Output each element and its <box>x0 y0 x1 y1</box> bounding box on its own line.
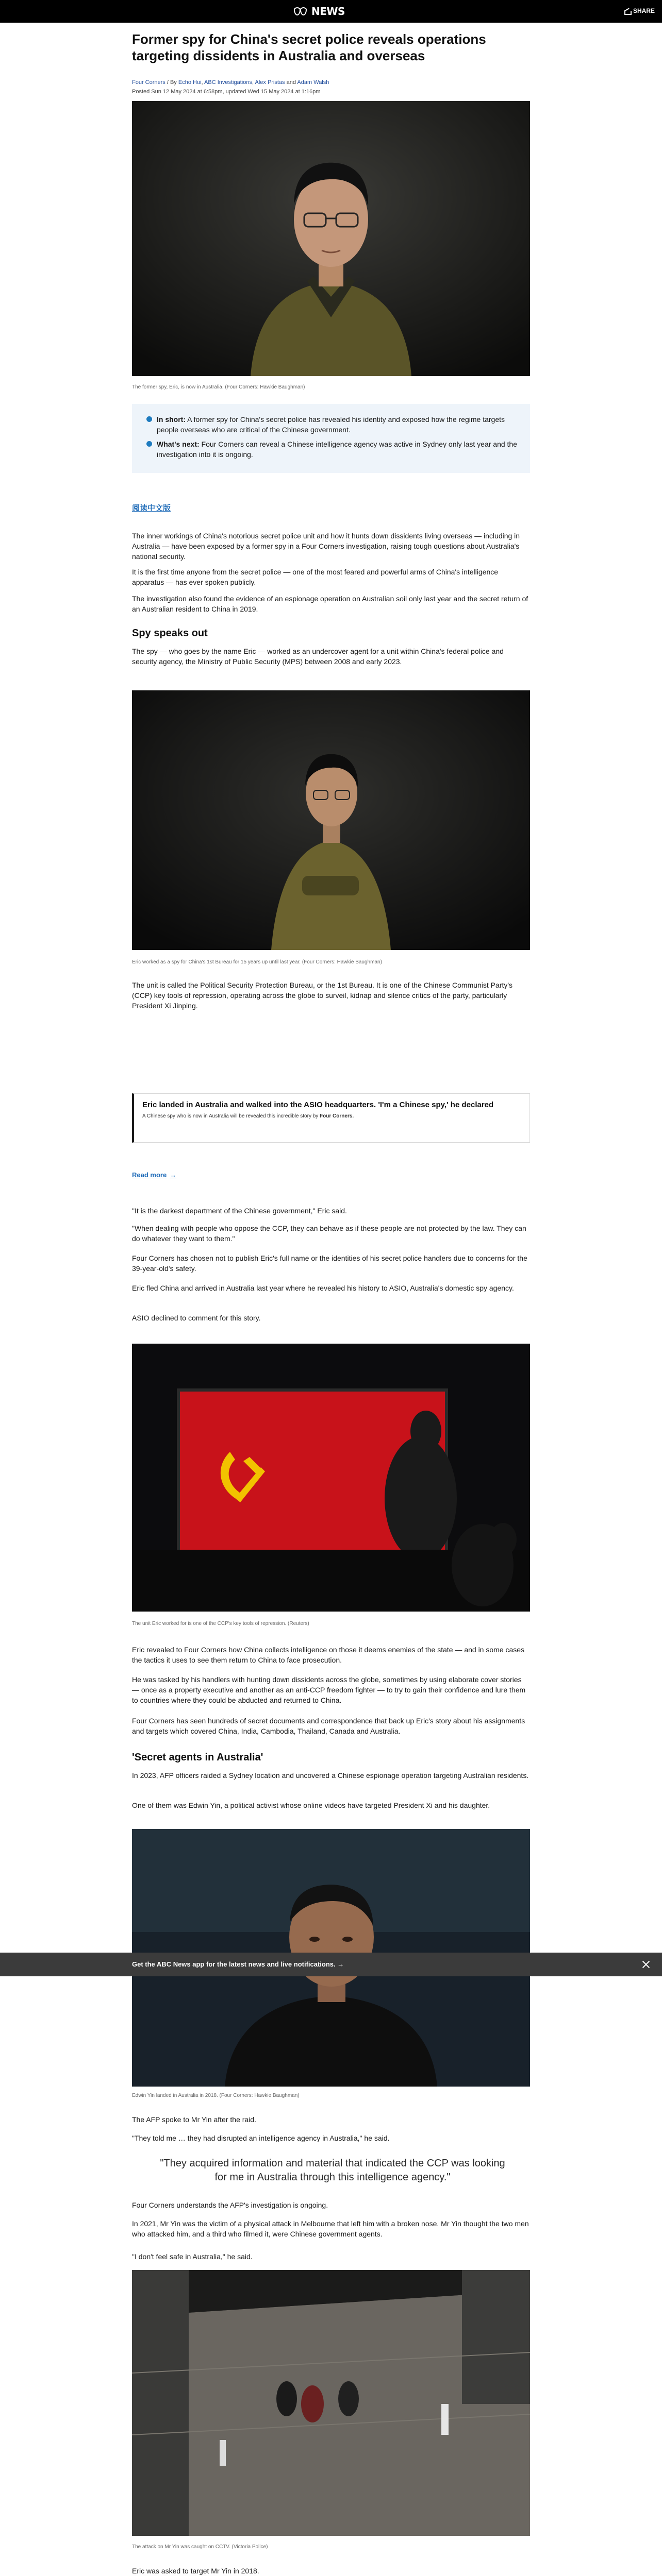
key-point-text: A former spy for China's secret police has revealed his identity and exposed how the regime targets people overseas who are critical of the Chinese government. <box>157 415 505 434</box>
key-point-label: What's next: <box>157 440 200 448</box>
related-story-headline: Eric landed in Australia and walked into the ASIO headquarters. 'I'm a Chinese spy,' he declared <box>142 1100 494 1109</box>
abc-logo-icon <box>294 6 308 17</box>
read-more-link[interactable]: Read more → <box>132 1171 177 1179</box>
share-button[interactable] <box>623 7 655 14</box>
image-caption: Edwin Yin landed in Australia in 2018. (Four Corners: Hawkie Baughman) <box>132 2093 300 2098</box>
hero-photo[interactable] <box>132 101 530 376</box>
flag-silhouette-image <box>132 1344 530 1612</box>
app-notification-banner[interactable] <box>0 1953 662 1976</box>
author-link[interactable]: Adam Walsh <box>297 79 329 86</box>
share-label: SHARE <box>633 7 655 14</box>
ccp-flag-photo[interactable] <box>132 1344 530 1612</box>
related-story-card[interactable] <box>132 1093 530 1143</box>
seated-man-image <box>132 690 530 950</box>
pull-quote: "They acquired information and material that indicated the CCP was looking for me in Australia through this intelligence agency." <box>160 2158 505 2183</box>
body-paragraph: The AFP spoke to Mr Yin after the raid. <box>132 2115 256 2124</box>
image-caption: The attack on Mr Yin was caught on CCTV. (Victoria Police) <box>132 2544 268 2550</box>
body-paragraph: The investigation also found the evidence of an espionage operation on Australian soil only last year and the secret return of an Australian resident to China in 2019. <box>132 595 528 613</box>
body-paragraph: In 2023, AFP officers raided a Sydney location and uncovered a Chinese espionage operation targeting Australian residents. <box>132 1771 529 1780</box>
image-caption: The unit Eric worked for is one of the CCP's key tools of repression. (Reuters) <box>132 1621 309 1626</box>
section-heading: 'Secret agents in Australia' <box>132 1752 263 1763</box>
bullet-dot-icon <box>146 416 152 422</box>
body-paragraph: The unit is called the Political Security Protection Bureau, or the 1st Bureau. It is one of the Chinese Communist Party's (CCP) key tools of repression, operating across the globe to surveil, kidnap and silence critics of the party, particularly President Xi Jinping. <box>132 981 513 1010</box>
body-paragraph: "I don't feel safe in Australia," he said. <box>132 2252 253 2261</box>
byline-separator: / <box>165 79 170 86</box>
bullet-dot-icon <box>146 441 152 447</box>
body-paragraph: The spy — who goes by the name Eric — worked as an undercover agent for a unit within China's federal police and security agency, the Ministry of Public Security (MPS) between 2008 and early 2023. <box>132 647 504 666</box>
related-story-teaser: A Chinese spy who is now in Australia will be revealed this incredible story by Four Corners. <box>142 1113 354 1119</box>
hero-caption: The former spy, Eric, is now in Australia. (Four Corners: Hawkie Baughman) <box>132 384 305 390</box>
author-link[interactable]: ABC Investigations <box>204 79 252 86</box>
body-paragraph: Four Corners understands the AFP's investigation is ongoing. <box>132 2201 328 2209</box>
portrait-image <box>132 101 530 376</box>
image-caption: Eric worked as a spy for China's 1st Bureau for 15 years up until last year. (Four Corners: Hawkie Baughman) <box>132 959 382 965</box>
key-point-label: In short: <box>157 415 186 423</box>
body-paragraph: Eric fled China and arrived in Australia last year where he revealed his history to ASIO, Australia's domestic spy agency. <box>132 1284 514 1292</box>
banner-text: Get the ABC News app for the latest news and live notifications. → <box>132 1960 344 1968</box>
key-point-in-short <box>146 414 518 435</box>
author-link[interactable]: Alex Pristas <box>255 79 285 86</box>
arrow-right-icon: → <box>337 1960 344 1968</box>
byline: Four Corners / By Echo Hui, ABC Investigations, Alex Pristas and Adam Walsh <box>132 79 329 86</box>
body-paragraph: Four Corners has seen hundreds of secret documents and correspondence that back up Eric's story about his assignments and targets which covered China, India, Cambodia, Thailand, Canada and Australia. <box>132 1717 525 1735</box>
key-points-box <box>132 404 530 473</box>
posted-timestamp: Posted Sun 12 May 2024 at 6:58pm, updated Wed 15 May 2024 at 1:16pm <box>132 89 321 95</box>
brand-name: NEWS <box>311 5 345 18</box>
section-heading: Spy speaks out <box>132 628 208 639</box>
article-headline: Former spy for China's secret police reveals operations targeting dissidents in Australia and overseas <box>132 31 486 63</box>
key-point-whats-next <box>146 439 518 460</box>
byline-by: By <box>170 79 178 86</box>
close-icon[interactable] <box>640 1959 652 1970</box>
body-paragraph: "They told me … they had disrupted an intelligence agency in Australia," he said. <box>132 2134 390 2142</box>
top-nav-bar <box>0 0 662 23</box>
body-paragraph: ASIO declined to comment for this story. <box>132 1314 261 1322</box>
body-paragraph: Eric revealed to Four Corners how China collects intelligence on those it deems enemies of the state — and in some cases the tactics it uses to see them return to China to face prosecution. <box>132 1646 525 1664</box>
cctv-attack-photo[interactable] <box>132 2270 530 2536</box>
body-paragraph: The inner workings of China's notorious secret police unit and how it hunts down dissidents living overseas — including in Australia — have been exposed by a former spy in a Four Corners investigation, raising tough questions about Australia's national security. <box>132 532 520 561</box>
body-paragraph: Four Corners has chosen not to publish Eric's full name or the identities of his secret police handlers due to concerns for the 39-year-old's safety. <box>132 1254 527 1273</box>
body-paragraph: He was tasked by his handlers with hunting down dissidents across the globe, sometimes by using elaborate cover stories — once as a property executive and another as an anti-CCP freedom fighter — to try to gain their confidence and lure them to countries where they could be abducted and returned to China. <box>132 1675 526 1704</box>
read-chinese-version-link[interactable]: 阅读中文版 <box>132 504 171 513</box>
body-paragraph: Eric was asked to target Mr Yin in 2018. <box>132 2567 259 2575</box>
cctv-still-image <box>132 2270 530 2536</box>
eric-seated-photo[interactable] <box>132 690 530 950</box>
author-link[interactable]: Echo Hui <box>178 79 202 86</box>
key-point-text: Four Corners can reveal a Chinese intelligence agency was active in Sydney only last year and the investigation into it is ongoing. <box>157 440 518 459</box>
body-paragraph: One of them was Edwin Yin, a political activist whose online videos have targeted President Xi and his daughter. <box>132 1801 490 1809</box>
body-paragraph: In 2021, Mr Yin was the victim of a physical attack in Melbourne that left him with a broken nose. Mr Yin thought the two men who attacked him, and a third who filmed it, were Chinese government agents. <box>132 2219 529 2238</box>
body-paragraph: "It is the darkest department of the Chinese government," Eric said. <box>132 1207 347 1215</box>
body-paragraph: It is the first time anyone from the secret police — one of the most feared and powerful arms of China's intelligence apparatus — has ever spoken publicly. <box>132 568 499 586</box>
byline-program-link[interactable]: Four Corners <box>132 79 166 86</box>
abc-news-home-link[interactable] <box>294 5 345 18</box>
arrow-right-icon: → <box>170 1171 177 1179</box>
body-paragraph: "When dealing with people who oppose the CCP, they can behave as if these people are not protected by the law. They can do whatever they want to them." <box>132 1224 526 1243</box>
share-icon <box>623 7 631 14</box>
